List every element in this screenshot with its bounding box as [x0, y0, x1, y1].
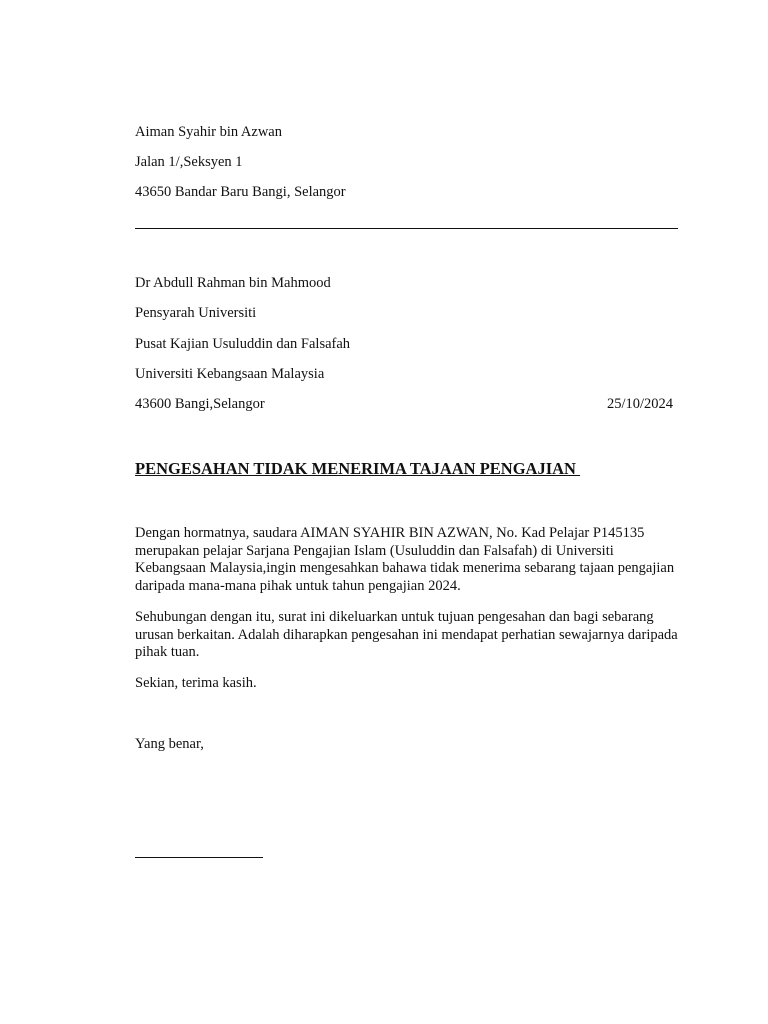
signature-line	[135, 857, 263, 858]
recipient-position: Pensyarah Universiti	[135, 305, 257, 321]
letter-date: 25/10/2024	[606, 396, 673, 412]
letter-subject: PENGESAHAN TIDAK MENERIMA TAJAAN PENGAJIAN	[135, 459, 581, 478]
recipient-department: Pusat Kajian Usuluddin dan Falsafah	[135, 336, 351, 352]
body-paragraph-1: Dengan hormatnya, saudara AIMAN SYAHIR BIN AZWAN, No. Kad Pelajar P145135 merupakan pelajar Sarjana Pengajian Islam (Usuluddin dan Falsafah) di Universiti Kebangsaan Malaysia,ingin mengesahkan bahawa tidak menerima sebarang tajaan pengajian daripada mana-mana pihak untuk tahun pengajian 2024.	[135, 525, 675, 594]
signoff: Yang benar,	[135, 736, 204, 752]
letter-page	[135, 0, 678, 1024]
recipient-university: Universiti Kebangsaan Malaysia	[135, 366, 325, 382]
sender-name: Aiman Syahir bin Azwan	[135, 124, 282, 140]
recipient-address: 43600 Bangi,Selangor	[135, 396, 265, 412]
header-divider	[135, 228, 678, 229]
sender-address-line2: 43650 Bandar Baru Bangi, Selangor	[135, 184, 346, 200]
closing-line: Sekian, terima kasih.	[135, 675, 257, 691]
recipient-name: Dr Abdull Rahman bin Mahmood	[135, 275, 331, 291]
body-paragraph-2: Sehubungan dengan itu, surat ini dikeluarkan untuk tujuan pengesahan dan bagi sebarang urusan berkaitan. Adalah diharapkan pengesahan ini mendapat perhatian sewajarnya daripada pihak tuan.	[135, 609, 678, 660]
sender-address-line1: Jalan 1/,Seksyen 1	[135, 154, 243, 170]
